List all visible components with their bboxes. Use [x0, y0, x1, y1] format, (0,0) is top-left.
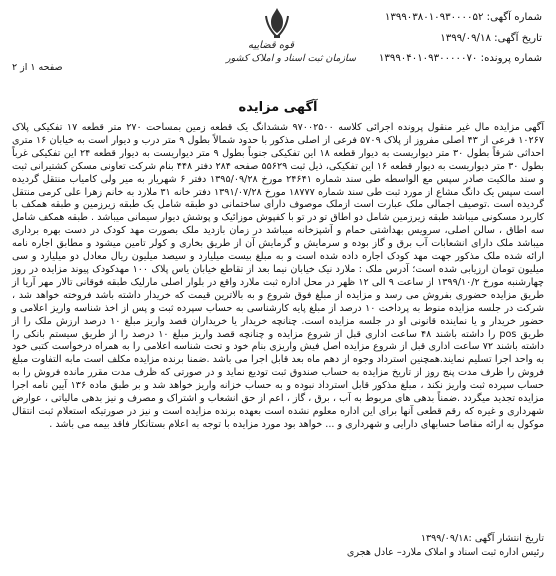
org-line-registry: سازمان ثبت اسناد و املاک کشور	[226, 53, 356, 64]
org-line-judiciary: قوه قضاییه	[248, 40, 295, 51]
judiciary-emblem-icon	[262, 6, 292, 40]
notice-number: شماره آگهی: ۱۳۹۹۰۳۸۰۱۰۹۳۰۰۰۰۵۲	[384, 12, 542, 23]
signature-line: رئیس اداره ثبت اسناد و املاک ملارد– عادل هجری	[346, 546, 544, 558]
notice-meta	[379, 8, 542, 70]
publish-date: تاریخ انتشار آگهی :۱۳۹۹/۰۹/۱۸	[420, 533, 544, 544]
notice-date: تاریخ آگهی: ۱۳۹۹/۰۹/۱۸	[440, 32, 542, 44]
notice-body	[12, 122, 544, 432]
notice-body-paragraph: آگهی مزایده مال غیر منقول پرونده اجرائی کلاسه ۹۷۰۰۲۵۰۰ ششدانگ یک قطعه زمین بمساحت ۲۷۰ متر قطعه ۱۷ تفکیکی پلاک ۱۰۲۶۷ فرعی از ۴۳ اصلی مفروز از پلاک ۵۷۰۹ فرعی از اصلی مذکور با حدود شمالاً بطول ۹ متر درب و دیوار است به خیابان ۱۶ متری احداثی شرقاً بطول ۳۰ متر دیواریست به دیوار قطعه ۱۸ این تفکیکی جنوباً بطول ۹ متر دیواریست به دیوار قطعه ۲۴ این تفکیکی غرباً بطول ۳۰ متر دیواریست به دیوار قطعه ۱۶ این تفکیکی، ذیل ثبت ۵۵۶۲۹ صفحه ۲۸۴ دفتر ۴۴۸ بنام شرکت تعاونی مسکن کشتیرانی ثبت و سند مالکیت صادر سپس مع الواسطه طی سند شماره ۲۴۶۴۱ مورخ ۱۳۹۵/۰۹/۲۸ دفتر ۶ شهریار به میر ولی کامیاب منتقل گردیده است سپس یک دانگ مشاع از مورد ثبت طی سند شماره ۱۸۷۷۷ مورخ ۱۳۹۱/۰۷/۲۸ دفتر خانه ۳۱ ملارد به خانم زهرا علی کرمی منتقل گردیده است .توصیف اجمالی ملک عبارت است ازملک موصوف دارای ساختمانی دو طبقه شامل یک طبقه زیرزمین و طبقه همکف با کاربرد مسکونی میباشد طبقه زیرزمین شامل دو اطاق تو در تو با کفپوش موزائیک و پوشش دیوار سیمانی میباشد . طبقه همکف شامل سه اطاق ، سالن اصلی، سرویس بهداشتی حمام و آشپزخانه میباشد در زمان بازدید ملک بصورت مهد کودک در دست بهره برداری میباشد ملک دارای انشعابات آب برق و گاز بوده و سرمایش و گرمایش آن از طریق بخاری و کولر تامین میشود و مطابق اجاره نامه ارائه شده ملک مذکور جهت مهد کودک اجاره داده شده است و به مبلغ بیست میلیارد و سیصد میلیون ریال معادل دو میلیارد و سی میلیون تومان ارزیابی شده است؛ آدرس ملک : ملارد نیک خیابان نیما بعد از تقاطع خیابان یاس پلاک ۱۰۰ مهدکودک پیوند مزایده در روز چهارشنبه مورخ ۱۳۹۹/۱۰/۲ از ساعت ۹ الی ۱۲ ظهر در محل اداره ثبت ملارد واقع در بلوار اصلی مارلیک طبقه فوقانی تالار مهر آریا از طریق مزایده حضوری بفروش می رسد و مزایده از مبلغ فوق شروع و به بالاترین قیمت که خریدار داشته باشد فروخته خواهد شد ، شرکت در جلسه مزایده منوط به پرداخت ۱۰ درصد از مبلغ پایه کارشناسی به حساب سپرده ثبت و پس از اخذ شناسه واریز اعلامی و حضور خریدار و یا نماینده قانونی او در جلسه مزایده است. چنانچه خریدار یا خریداران قصد واریز مبلغ ۱۰ درصد ارزش ملک را از طریق pos را داشته باشند ۴۸ ساعت اداری قبل از شروع مزایده و چنانچه قصد واریز مبلغ ۱۰ درصد را از طریق سیستم بانکی را داشته باشند ۷۲ ساعت اداری قبل از شروع مزایده اصل فیش واریزی بنام خود و تحت شناسه اعلامی را به همراه درخواست کتبی خود به واحد اجرا تسلیم نمایند.همچنین استرداد وجوه از دهم ماه بعد قابل اجرا می باشد .ضمنا برنده مزایده مکلف است مابه التفاوت مبلغ فروش را ظرف مدت پنج روز از تاریخ مزایده به حساب صندوق ثبت تودیع نماید و در صورتی که ظرف مدت مقرر مانده فروش را به حساب سپرده ثبت واریز نکند ، مبلغ مذکور قابل استرداد نبوده و به حساب خزانه واریز خواهد شد و بر طبق ماده ۱۳۶ آیین نامه اجرا مزایده تجدید میگردد .ضمناً بدهی های مربوط به آب ، برق ، گاز ، اعم از حق انشعاب و اشتراک و مصرف و نیز بدهی مالیاتی ، عوارض شهرداری و غیره که رقم قطعی آنها برای این اداره معلوم نشده است بعهده برنده مزایده است و نیز در صورتیکه استعلام ثبت انتقال موکول به ارائه مفاصا حسابهای دارایی و شهرداری و ... خواهد بود مورد مزایده با توجه به اعلام بستانکار فاقد بیمه می باشد .	[12, 122, 545, 430]
page-number: صفحه ۱ از ۲	[12, 62, 63, 73]
case-number: شماره پرونده: ۱۳۹۹۰۴۰۱۰۹۳۰۰۰۰۰۷۰	[378, 53, 542, 64]
notice-title: آگهی مزایده	[238, 100, 318, 115]
notice-footer	[12, 532, 544, 559]
